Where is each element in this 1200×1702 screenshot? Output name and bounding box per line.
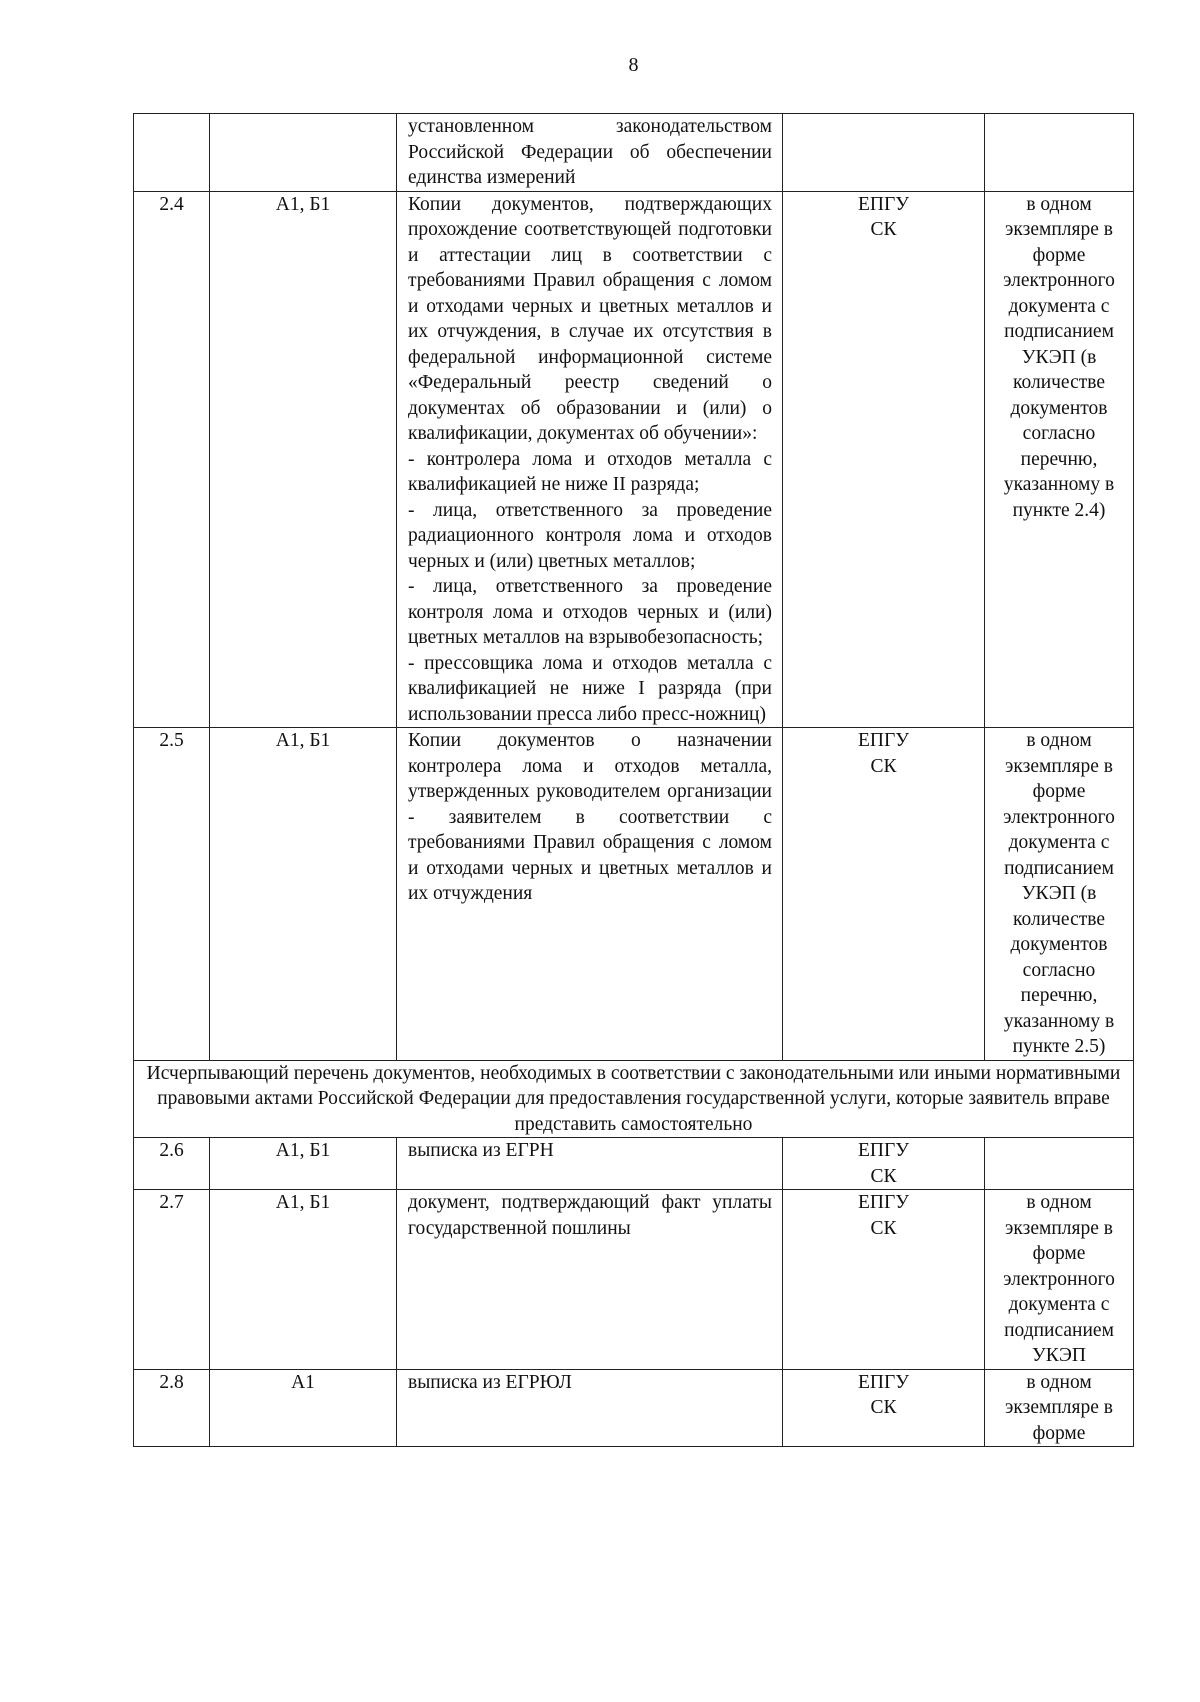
document-description-cell: выписка из ЕГРН (397, 1138, 783, 1190)
applicant-category-cell (210, 114, 397, 192)
row-number-cell: 2.6 (134, 1138, 210, 1190)
row-number-cell: 2.8 (134, 1369, 210, 1447)
table-row (134, 1190, 1134, 1370)
document-form-cell: в одном экземпляре в форме электронного документа с подписанием УКЭП (985, 1190, 1134, 1370)
document-description-cell: выписка из ЕГРЮЛ (397, 1369, 783, 1447)
section-heading-row (134, 1060, 1134, 1138)
document-description-cell: Копии документов, подтверждающих прохождение соответствующей подготовки и аттестации лиц в соответствии с требованиями Правил обращения с ломом и отходами черных и цветных металлов и их отчуждения, в случае их отсутствия в федеральной информационной системе «Федеральный реестр сведений о документах об образовании и (или) о квалификации, документах об обучении»: - контролера лома и отходов металла с квалификацией не ниже II разряда; - лица, ответственного за проведение радиационного контроля лома и отходов черных и (или) цветных металлов; - лица, ответственного за проведение контроля лома и отходов черных и (или) цветных металлов на взрывобезопасность; - прессовщика лома и отходов металла с квалификацией не ниже I разряда (при использовании пресса либо пресс-ножниц) (397, 191, 783, 728)
applicant-category-cell: А1, Б1 (210, 1190, 397, 1370)
document-form-cell: в одном экземпляре в форме (985, 1369, 1134, 1447)
submission-channel-cell: ЕПГУ СК (783, 1138, 985, 1190)
applicant-category-cell: А1, Б1 (210, 191, 397, 728)
documents-table (133, 113, 1134, 1447)
submission-channel-cell: ЕПГУ СК (783, 191, 985, 728)
table-row (134, 728, 1134, 1061)
submission-channel-cell (783, 114, 985, 192)
document-form-cell: в одном экземпляре в форме электронного документа с подписанием УКЭП (в количестве документов согласно перечню, указанному в пункте 2.5) (985, 728, 1134, 1061)
document-description-cell: установленном законодательством Российской Федерации об обеспечении единства измерений (397, 114, 783, 192)
document-description-cell: Копии документов о назначении контролера лома и отходов металла, утвержденных руководителем организации - заявителем в соответствии с требованиями Правил обращения с ломом и отходами черных и цветных металлов и их отчуждения (397, 728, 783, 1061)
table-row (134, 1138, 1134, 1190)
table-row (134, 114, 1134, 192)
applicant-category-cell: А1, Б1 (210, 1138, 397, 1190)
document-form-cell: в одном экземпляре в форме электронного документа с подписанием УКЭП (в количестве документов согласно перечню, указанному в пункте 2.4) (985, 191, 1134, 728)
submission-channel-cell: ЕПГУ СК (783, 1190, 985, 1370)
row-number-cell (134, 114, 210, 192)
applicant-category-cell: А1 (210, 1369, 397, 1447)
submission-channel-cell: ЕПГУ СК (783, 1369, 985, 1447)
submission-channel-cell: ЕПГУ СК (783, 728, 985, 1061)
section-heading: Исчерпывающий перечень документов, необходимых в соответствии с законодательными или иными нормативными правовыми актами Российской Федерации для предоставления государственной услуги, которые заявитель вправе представить самостоятельно (134, 1060, 1134, 1138)
document-description-cell: документ, подтверждающий факт уплаты государственной пошлины (397, 1190, 783, 1370)
applicant-category-cell: А1, Б1 (210, 728, 397, 1061)
document-form-cell (985, 114, 1134, 192)
row-number-cell: 2.4 (134, 191, 210, 728)
table-row (134, 191, 1134, 728)
page-number: 8 (628, 54, 639, 76)
table-row (134, 1369, 1134, 1447)
row-number-cell: 2.7 (134, 1190, 210, 1370)
document-form-cell (985, 1138, 1134, 1190)
row-number-cell: 2.5 (134, 728, 210, 1061)
